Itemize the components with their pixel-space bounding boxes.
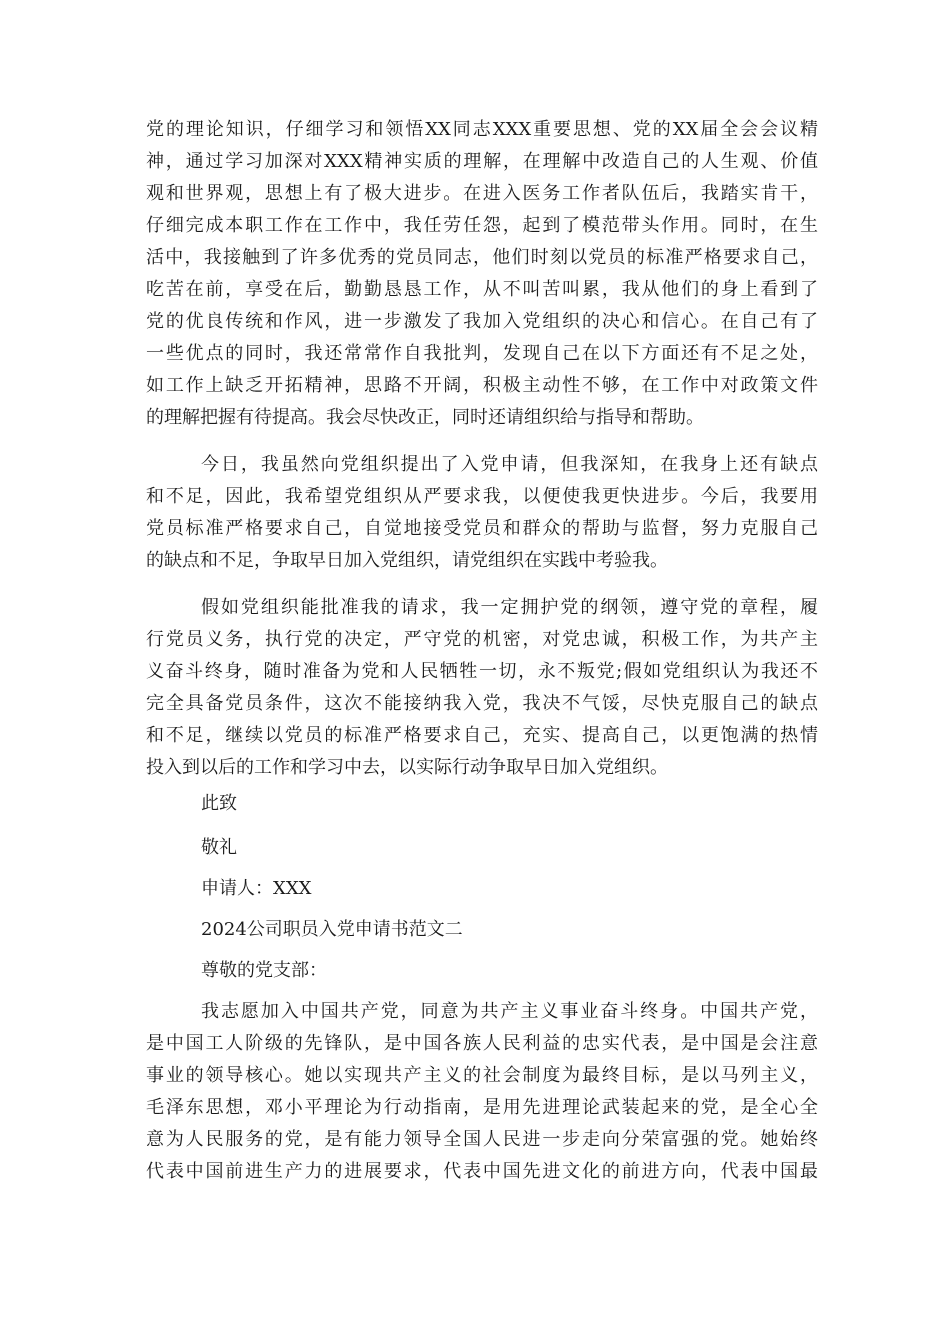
paragraph-line: 和不足，因此，我希望党组织从严要求我，以便使我更快进步。今后，我要用 xyxy=(146,486,818,507)
paragraph-line: 代表中国前进生产力的进展要求，代表中国先进文化的前进方向，代表中国最 xyxy=(146,1161,818,1182)
paragraph-line: 党员标准严格要求自己，自觉地接受党员和群众的帮助与监督，努力克服自己 xyxy=(146,518,818,539)
paragraph-line: 党的优良传统和作风，进一步激发了我加入党组织的决心和信心。在自己有了 xyxy=(146,311,818,332)
paragraph-line: 毛泽东思想，邓小平理论为行动指南，是用先进理论武装起来的党，是全心全 xyxy=(146,1097,818,1118)
section-title: 2024公司职员入党申请书范文二 xyxy=(201,919,463,940)
paragraph-line: 义奋斗终身，随时准备为党和人民牺牲一切，永不叛党;假如党组织认为我还不 xyxy=(146,661,818,682)
paragraph-line: 完全具备党员条件，这次不能接纳我入党，我决不气馁，尽快克服自己的缺点 xyxy=(146,693,818,714)
paragraph-line: 事业的领导核心。她以实现共产主义的社会制度为最终目标，是以马列主义， xyxy=(146,1065,818,1086)
closing-jingli: 敬礼 xyxy=(201,837,237,858)
paragraph-1 xyxy=(146,114,818,434)
paragraph-line: 和不足，继续以党员的标准严格要求自己，充实、提高自己，以更饱满的热情 xyxy=(146,725,818,746)
paragraph-line: 的缺点和不足，争取早日加入党组织，请党组织在实践中考验我。 xyxy=(146,550,668,571)
paragraph-line: 意为人民服务的党，是有能力领导全国人民进一步走向分荣富强的党。她始终 xyxy=(146,1129,818,1150)
paragraph-2 xyxy=(146,449,818,577)
paragraph-line: 投入到以后的工作和学习中去，以实际行动争取早日加入党组织。 xyxy=(146,757,668,778)
paragraph-line: 党的理论知识，仔细学习和领悟XX同志XXX重要思想、党的XX届全会会议精 xyxy=(146,119,818,140)
paragraph-line: 今日，我虽然向党组织提出了入党申请，但我深知，在我身上还有缺点 xyxy=(201,454,818,475)
paragraph-3 xyxy=(146,592,818,784)
paragraph-line: 是中国工人阶级的先锋队，是中国各族人民利益的忠实代表，是中国是会注意 xyxy=(146,1033,818,1054)
paragraph-line: 一些优点的同时，我还常常作自我批判，发现自己在以下方面还有不足之处， xyxy=(146,343,818,364)
paragraph-line: 的理解把握有待提高。我会尽快改正，同时还请组织给与指导和帮助。 xyxy=(146,407,704,428)
applicant-signature: 申请人：XXX xyxy=(201,878,312,899)
paragraph-line: 如工作上缺乏开拓精神，思路不开阔，积极主动性不够，在工作中对政策文件 xyxy=(146,375,818,396)
paragraph-line: 吃苦在前，享受在后，勤勤恳恳工作，从不叫苦叫累，我从他们的身上看到了 xyxy=(146,279,818,300)
paragraph-line: 我志愿加入中国共产党，同意为共产主义事业奋斗终身。中国共产党， xyxy=(201,1001,818,1022)
paragraph-line: 假如党组织能批准我的请求，我一定拥护党的纲领，遵守党的章程，履 xyxy=(201,597,818,618)
paragraph-4 xyxy=(146,996,818,1188)
paragraph-line: 观和世界观，思想上有了极大进步。在进入医务工作者队伍后，我踏实肯干， xyxy=(146,183,818,204)
closing-cizhi: 此致 xyxy=(201,793,237,814)
paragraph-line: 行党员义务，执行党的决定，严守党的机密，对党忠诚，积极工作，为共产主 xyxy=(146,629,818,650)
paragraph-line: 仔细完成本职工作在工作中，我任劳任怨，起到了模范带头作用。同时，在生 xyxy=(146,215,818,236)
paragraph-line: 神，通过学习加深对XXX精神实质的理解，在理解中改造自己的人生观、价值 xyxy=(146,151,818,172)
salutation: 尊敬的党支部： xyxy=(201,960,327,981)
paragraph-line: 活中，我接触到了许多优秀的党员同志，他们时刻以党员的标准严格要求自己， xyxy=(146,247,818,268)
